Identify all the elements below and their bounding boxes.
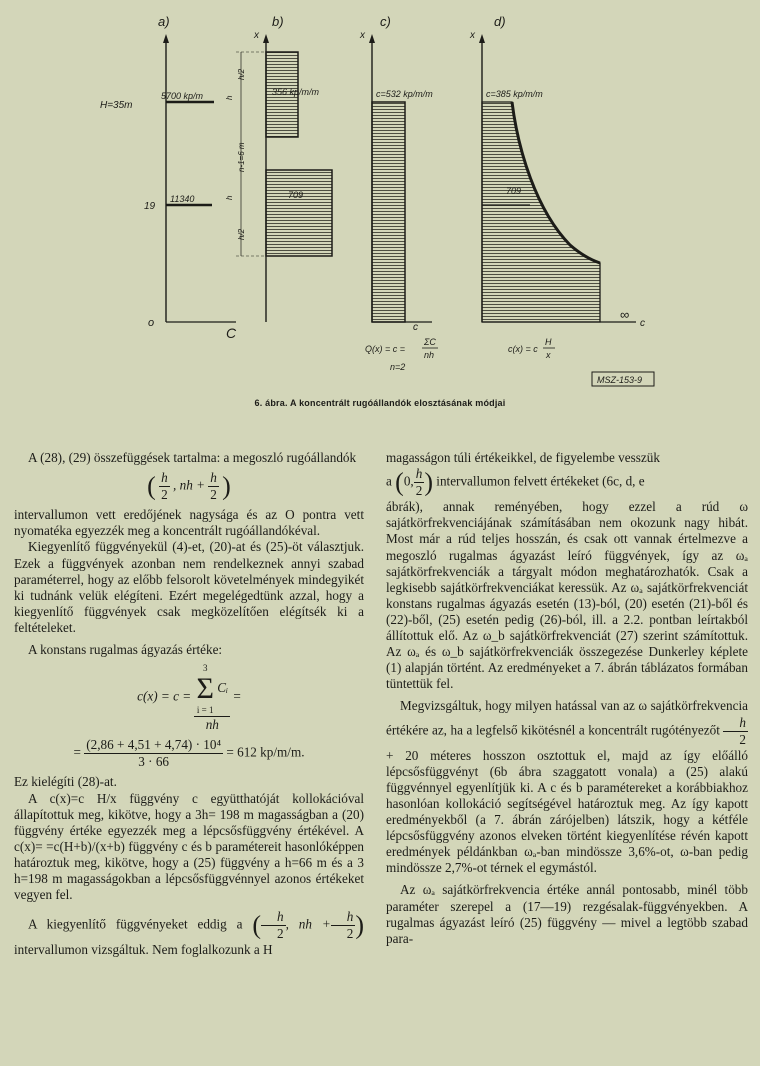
- right-paragraph-4: Megvizsgáltuk, hogy milyen hatással van az ω sajátkörfrekvencia értékére az, ha a legfelső kikötésnél a koncentrált rugótényezőt $\frac{h}{2}$ + 20 méteres hosszon osztottuk el, majd az így előálló lépcsősfüggvényt (6b ábra szaggatott vonala) a (25) alakú függvénnyel egyenlítjük ki. A c és b paramétereket a korábbiakhoz hasonlóan kollokáció segítségével határoztuk meg. Az így kapott eredményekből (a 7. ábrán zárójelben) látszik, hogy a kétféle lépcsősfüggvény azonos elveken történt kiegyenlítése révén kapott eredmények példánkban ωₐ-ban mindössze 3,6%-ot, ω-ban pedig mindössze 2,7%-ot térnek el egymástól.: [386, 698, 748, 876]
- b-dim-1: h/2: [237, 68, 246, 80]
- f3-res: = 612 kp/m/m.: [226, 744, 305, 760]
- panel-label-b: b): [272, 14, 284, 29]
- constant-bedding-formula: [14, 662, 364, 733]
- right-paragraph-2: a (0, $\frac{h}{2}$ ) intervallumon felvett értékeket (6c, d, e: [386, 466, 645, 499]
- right-paragraph-3: ábrák), annak reményében, hogy ezzel a rúd ω sajátkörfrekvenciájának számításában nem okozunk nagy hibát. Most már a rúd teljes hosszán, és csak ott vannak értelmezve a megoszló rugalmas ágyazást leíró függvények, így az ωₐ sajátkörfrekvenciák a tárgyalt módon meghatározhatók. Csak a legkisebb sajátkörfrekvenciákat keressük. Az ωₐ sajátkörfrekvenciát konstans rugalmas ágyazás esetén (13)-ból, (20) esetén (21)-ből és (22)-ből, (25) esetén pedig (26)-ból, ill. a 2.2. pontban leírtakból állítottuk elő. Az ω_b sajátkörfrekvenciát (27) szerint számítottuk. Az ωₐ és ω_b sajátkörfrekvenciák összegezése Dunkerley képlete (1) alapján történt. Az eredményeket a 7. ábrán táblázatos formában tüntettük fel.: [386, 499, 748, 692]
- b-axis-x: x: [254, 30, 259, 41]
- f2-den: nh: [205, 717, 219, 733]
- right-paragraph-5: Az ωₐ sajátkörfrekvencia értéke annál pontosabb, minél több paraméter szerepel a (17—19) rezgésalak-függvényekben. A rugalmas ágyazást leíró (25) függvény — mivel a legtöbb szabad para-: [386, 882, 748, 946]
- c-formula-lhs: Q(x) = c =: [365, 344, 406, 354]
- c-formula-num: ΣC: [424, 337, 436, 347]
- right-paragraph-1: magasságon túli értékeikkel, de figyelembe vesszük: [386, 450, 660, 465]
- panel-label-a: a): [158, 14, 170, 29]
- origin-label: o: [148, 317, 155, 329]
- figure-caption: 6. ábra. A koncentrált rugóállandók elosztásának módjai: [254, 398, 506, 408]
- height-label-19: 19: [144, 201, 156, 212]
- left-paragraph-4: Ez kielégíti (28)-at.: [14, 774, 117, 790]
- left-paragraph-3: A konstans rugalmas ágyazás értéke:: [28, 642, 223, 658]
- interval-formula-1: ( $\frac{h}{2}$ , nh + $\frac{h}{2}$ ): [147, 470, 231, 503]
- f2-sum-top: 3: [202, 663, 208, 674]
- f1-num2: h: [208, 470, 219, 487]
- panel-label-c: c): [380, 14, 391, 29]
- left-paragraph-5: A c(x)=c H/x függvény c együtthatóját kollokációval állapítottuk meg, kikötve, hogy a 3h= 198 m magasságban a (20) függvény értéke egyezzék meg a lépcsősfüggvény értékével. A c(x)= =c(H+b)/(x+b) függvény c és b paramétereit hasonlóképpen határoztuk meg, kikötve, hogy a (25) függvény a h=66 m és a 3 h=198 m magasságokban a lépcsősfüggvénnyel azonos értékeket vegyen fel.: [14, 790, 364, 903]
- f1-den1: 2: [161, 487, 168, 503]
- a-low-value: 11340: [170, 194, 195, 204]
- d-formula-lhs: c(x) = c: [508, 344, 538, 354]
- panel-a: [100, 34, 237, 341]
- f3-num: (2,86 + 4,51 + 4,74) · 10⁴: [84, 737, 223, 754]
- d-low-value: 709: [506, 186, 522, 196]
- b-top-value: 356 kp/m/m: [272, 87, 320, 97]
- f1-num1: h: [159, 470, 170, 487]
- b-dim-4: h: [225, 195, 234, 200]
- f2-lhs: c(x) = c =: [137, 688, 192, 704]
- a-axis-C: C: [226, 325, 237, 341]
- f2-term: Cᵢ: [217, 680, 229, 696]
- b-dim-2: h: [225, 95, 234, 100]
- figure-stamp: MSZ-153-9: [597, 375, 643, 385]
- left-paragraph-1b: intervallumon vett eredőjének nagysága és az O pontra vett nyomatéka egyezzék meg a koncentrált rugóállandókéval.: [14, 507, 364, 539]
- left-paragraph-1: A (28), (29) összefüggések tartalma: a megoszló rugóállandók: [28, 450, 357, 465]
- d-top-value: c=385 kp/m/m: [486, 89, 543, 99]
- b-dim-3: n-1=6 m: [237, 142, 246, 172]
- constant-bedding-result: [14, 737, 364, 770]
- f1-mid: , nh +: [173, 477, 205, 493]
- d-axis-c: c: [640, 318, 645, 329]
- panel-c: [359, 30, 438, 372]
- panel-b: [225, 30, 332, 322]
- b-dim-5: h/2: [237, 228, 246, 240]
- left-paragraph-6: A kiegyenlítő függvényeket eddig a ( $\frac{h}{2}$ , nh + $\frac{h}{2}$ ) intervallumon vizsgáltuk. Nem foglalkozunk a H: [14, 909, 364, 958]
- f1-den2: 2: [210, 487, 217, 503]
- figure-6: [0, 0, 760, 420]
- a-top-value: 5700 kp/m: [161, 91, 204, 101]
- d-formula-den: x: [546, 350, 551, 360]
- panel-label-d: d): [494, 14, 506, 29]
- height-label-H: H=35m: [100, 100, 133, 111]
- right-column: [386, 450, 748, 947]
- c-axis-x: x: [360, 30, 365, 41]
- f3-den: 3 · 66: [138, 754, 170, 770]
- left-column: [14, 450, 364, 958]
- d-axis-x: x: [470, 30, 475, 41]
- c-axis-c: c: [413, 322, 418, 333]
- f2-sum-bot: i = 1: [196, 705, 214, 716]
- f2-eq: =: [233, 688, 241, 704]
- f2-sum-sign: Σ: [196, 672, 214, 706]
- panel-d: [469, 30, 645, 360]
- c-value: c=532 kp/m/m: [376, 89, 433, 99]
- c-formula-n: n=2: [390, 362, 406, 372]
- b-low-value: 709: [288, 190, 304, 200]
- left-paragraph-2: Kiegyenlítő függvényekül (4)-et, (20)-at és (25)-öt választjuk. Ezek a függvények azonban nem rendelkeznek annyi szabad paraméterrel, hogy az előbb felsorolt követelmények mindegyikét ki tudnánk velük elégíteni. Ezért megelégedtünk azzal, hogy a kiegyenlítő függvények csak megközelítően elégítsék ki a feltételeket.: [14, 539, 364, 635]
- d-formula-num: H: [545, 337, 552, 347]
- f3-lead: =: [73, 744, 81, 760]
- infinity-label: ∞: [620, 307, 630, 322]
- c-formula-den: nh: [424, 350, 435, 360]
